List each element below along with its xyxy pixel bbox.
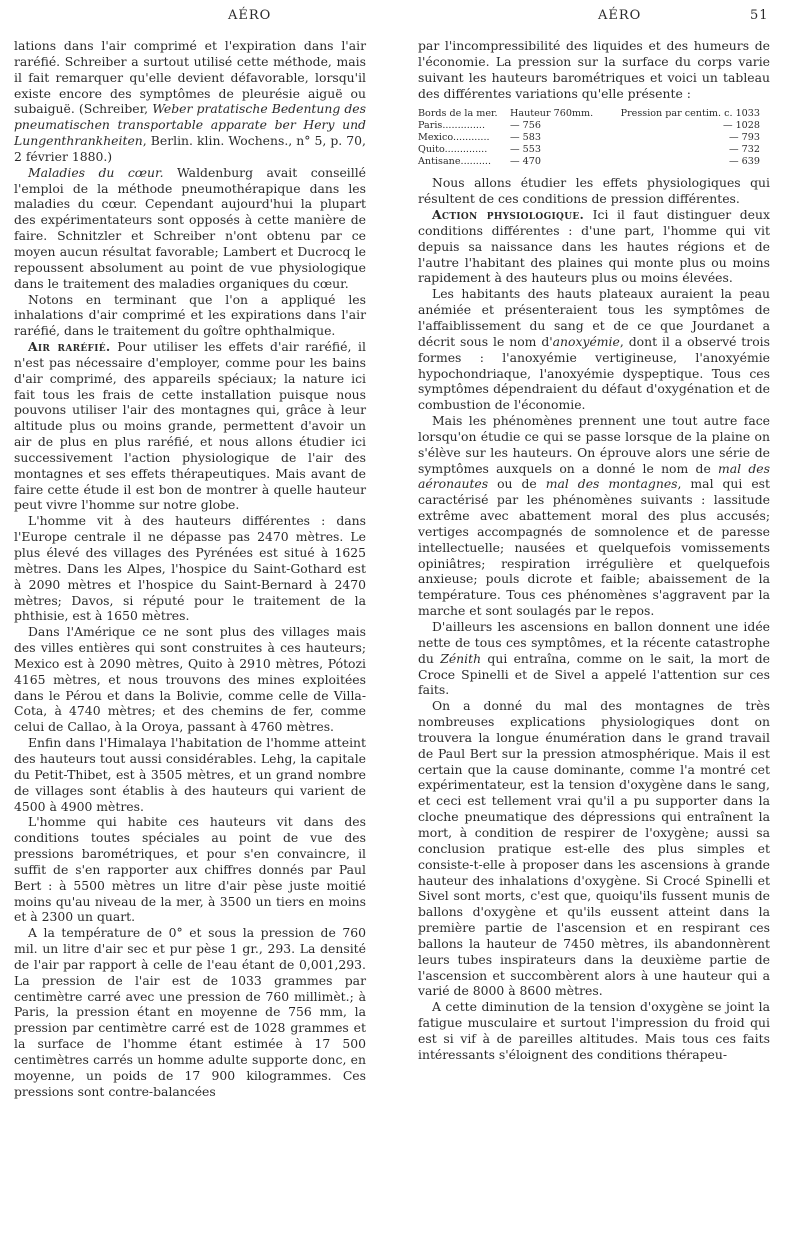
- text-run: , mal qui est caractérisé par les phénomènes suivants : lassitude extrême avec abattement moral des plus accusés; vertiges accompagnés de somnolence et de paresse intellectuelle; nausées et quelquefois vomissements opiniâtres; respiration irrégulière et quelquefois anxieuse; pouls dicrote et faible; abaissement de la température. Tous ces phénomènes s'aggravent par la marche et sont soulagés par le repos.: [418, 476, 770, 619]
- paragraph: [418, 207, 770, 286]
- paragraph: Dans l'Amérique ce ne sont plus des villages mais des villes entières qui sont construites à ces hauteurs; Mexico est à 2090 mètres, Quito à 2910 mètres, Pótozi 4165 mètres, et nous trouvons des mines exploitées dans le Pérou et dans la Bolivie, comme celle de Villa-Cota, à 4740 mètres; et des chemins de fer, comme celui de Callao, à la Oroya, passant à 4760 mètres.: [14, 624, 366, 735]
- paragraph: [14, 165, 366, 292]
- paragraph: Nous allons étudier les effets physiologiques qui résultent de ces conditions de pression différentes.: [418, 175, 770, 207]
- text-run: lations dans l'air comprimé et l'expiration dans l'air raréfié. Schreiber a surtout utilisé cette méthode, mais il fait remarquer qu'elle devient défavorable, lorsqu'il existe encore des symptômes de pleurésie aiguë ou subaiguë. (Schreiber,: [14, 38, 366, 117]
- term: Zénith: [440, 650, 482, 666]
- paragraph: L'homme vit à des hauteurs différentes : dans l'Europe centrale il ne dépasse pas 2470 mètres. Le plus élevé des villages des Pyrénées est situé à 1625 mètres. Dans les Alpes, l'hospice du Saint-Gothard est à 2090 mètres et l'hospice du Saint-Bernard à 2470 mètres; Davos, si réputé pour le traitement de la phthisie, est à 1650 mètres.: [14, 513, 366, 624]
- text-run: Ici il faut distinguer deux conditions différentes : d'une part, l'homme qui vit depuis sa naissance dans les hautes régions et de l'autre l'habitant des plaines qui monte plus ou moins rapidement à des hauteurs plus ou moins élevées.: [418, 207, 770, 286]
- table-cell-pressure: — 793: [729, 132, 760, 144]
- paragraph: L'homme qui habite ces hauteurs vit dans des conditions toutes spéciales au point de vue des pressions barométriques, et pour s'en convaincre, il suffit de s'en rapporter aux chiffres donnés par Paul Bert : à 5500 mètres un litre d'air pèse juste moitié moins qu'au niveau de la mer, à 3500 un tiers en moins et à 2300 un quart.: [14, 814, 366, 925]
- text-run: Pour utiliser les effets d'air raréfié, il n'est pas nécessaire d'employer, comme pour les bains d'air comprimé, des appareils spéciaux; la nature ici fait tous les frais de cette installation puisque nous pouvons utiliser l'air des montagnes qui, grâce à leur altitude plus ou moins grande, permettent d'avoir un air de plus en plus raréfié, et nous allons étudier ici successivement l'action physiologique de l'air des montagnes et ses effets thérapeutiques. Mais avant de faire cette étude il est bon de montrer à quelle hauteur peut vivre l'homme sur notre globe.: [14, 339, 366, 513]
- paragraph: A la température de 0° et sous la pression de 760 mil. un litre d'air sec et pur pèse 1 gr., 293. La densité de l'air par rapport à celle de l'eau étant de 0,001,293. La pression de l'air est de 1033 grammes par centimètre carré avec une pression de 760 millimèt.; à Paris, la pression étant en moyenne de 756 mm, la pression par centimètre carré est de 1028 grammes et la surface de l'homme étant estimée à 17 500 centimètres carrés un homme adulte supporte donc, en moyenne, un poids de 17 900 kilogrammes. Ces pressions sont contre-balancées: [14, 925, 366, 1099]
- paragraph: [14, 339, 366, 513]
- pressure-table: [418, 108, 770, 168]
- table-row: [418, 108, 770, 120]
- table-cell-place: Quito..............: [418, 144, 488, 156]
- paragraph: [418, 619, 770, 698]
- text-run: Les habitants des hauts plateaux auraient la peau anémiée et présenteraient tous les symptômes de l'affaiblissement du sang et de ce que Jourdanet a décrit sous le nom d': [418, 286, 770, 349]
- text-run: , Berlin. klin. Wochens., n° 5, p. 70, 2 février 1880.): [14, 133, 366, 164]
- table-cell-place: Bords de la mer.: [418, 108, 498, 120]
- table-cell-place: Paris..............: [418, 120, 486, 132]
- table-row: [418, 144, 770, 156]
- table-cell-height: — 553: [510, 144, 541, 156]
- section-heading: Air raréfié.: [28, 339, 111, 355]
- table-cell-pressure: — 1028: [722, 120, 760, 132]
- table-cell-height: — 583: [510, 132, 541, 144]
- text-run: Waldenburg avait conseillé l'emploi de la méthode pneumothérapique dans les maladies du cœur. Cependant aujourd'hui la plupart des expérimentateurs sont opposés à cette manière de faire. Schnitzler et Schreiber n'ont obtenu par ce moyen aucun résultat favorable; Lambert et Ducrocq le repoussent absolument au point de vue physiologique dans le traitement des maladies organiques du cœur.: [14, 164, 366, 291]
- paragraph: Notons en terminant que l'on a appliqué les inhalations d'air comprimé et les expirations dans l'air raréfié, dans le traitement du goître ophthalmique.: [14, 291, 366, 339]
- table-cell-height: — 470: [510, 156, 541, 168]
- running-title-right: AÉRO: [598, 8, 642, 23]
- text-run: Mais les phénomènes prennent une tout autre face lorsqu'on étudie ce qui se passe lorsque de la plaine on s'élève sur les hauteurs. On éprouve alors une série de symptômes auxquels on a donné le nom de: [418, 413, 770, 476]
- text-run: D'ailleurs les ascensions en ballon donnent une idée nette de tous ces symptômes, et la récente catastrophe du: [418, 619, 770, 666]
- text-run: , dont il a observé trois formes : l'anoxyémie vertigineuse, l'anoxyémie hypochondriaque, l'anoxyémie dyspeptique. Tous ces symptômes dépendraient du défaut d'oxygénation et de combustion de l'économie.: [418, 333, 770, 413]
- table-cell-pressure: Pression par centim. c. 1033: [620, 108, 760, 120]
- table-cell-place: Mexico............: [418, 132, 490, 144]
- table-cell-pressure: — 732: [729, 144, 760, 156]
- paragraph: On a donné du mal des montagnes de très nombreuses explications physiologiques dont on trouvera la longue énumération dans le grand travail de Paul Bert sur la pression atmosphérique. Mais il est certain que la cause dominante, comme l'a montré cet expérimentateur, est la tension d'oxygène dans le sang, et ceci est tellement vrai qu'il a pu supporter dans la cloche pneumatique des dépressions qui entraînent la mort, à condition de respirer de l'oxygène; aussi sa conclusion pratique est-elle des plus simples et consiste-t-elle à proposer dans les ascensions à grande hauteur des inhalations d'oxygène. Si Crocé Spinelli et Sivel sont morts, c'est que, quoiqu'ils fussent munis de ballons d'oxygène et qu'ils eussent atteint dans la première partie de l'ascension et en respirant ces ballons la hauteur de 7450 mètres, ils abandonnèrent leurs tubes inspirateurs dans la deuxième partie de l'ascension et succombèrent alors à une hauteur qui a varié de 8000 à 8600 mètres.: [418, 698, 770, 999]
- paragraph: Enfin dans l'Himalaya l'habitation de l'homme atteint des hauteurs tout aussi considérables. Lehg, la capitale du Petit-Thibet, est à 3505 mètres, et un grand nombre de villages sont établis à des hauteurs qui varient de 4500 à 4900 mètres.: [14, 735, 366, 814]
- term: mal des aéronautes: [418, 460, 770, 492]
- paragraph: par l'incompressibilité des liquides et des humeurs de l'économie. La pression sur la surface du corps varie suivant les hauteurs barométriques et voici un tableau des différentes variations qu'elle présente :: [418, 38, 770, 101]
- text-run: qui entraîna, comme on le sait, la mort de Croce Spinelli et de Sivel a appelé l'attention sur ces faits.: [418, 650, 770, 698]
- running-head: [0, 0, 800, 40]
- page-number: 51: [750, 8, 769, 23]
- table-row: [418, 156, 770, 168]
- term: anoxyémie: [552, 333, 620, 349]
- paragraph: [418, 413, 770, 619]
- table-cell-pressure: — 639: [729, 156, 760, 168]
- paragraph: [418, 286, 770, 413]
- right-column: [418, 38, 770, 1063]
- table-row: [418, 120, 770, 132]
- table-cell-place: Antisane..........: [418, 156, 492, 168]
- text-run: ou de: [488, 476, 546, 492]
- table-cell-height: Hauteur 760mm.: [510, 108, 594, 120]
- reference-title: Weber pratatische Bedentung des pneumatischen transportable apparate ber Hery und Lungenthrankheiten: [14, 101, 366, 149]
- paragraph: A cette diminution de la tension d'oxygène se joint la fatigue musculaire et surtout l'impression du froid qui est si vif à de pareilles altitudes. Mais tous ces faits intéressants s'éloignent des conditions thérapeu-: [418, 999, 770, 1062]
- term: mal des montagnes: [545, 476, 678, 492]
- left-column: [14, 38, 366, 1100]
- section-heading: Action physiologique.: [432, 207, 585, 223]
- paragraph: [14, 38, 366, 165]
- running-title-left: AÉRO: [228, 8, 272, 23]
- table-row: [418, 132, 770, 144]
- section-lead: Maladies du cœur.: [28, 164, 164, 180]
- table-cell-height: — 756: [510, 120, 541, 132]
